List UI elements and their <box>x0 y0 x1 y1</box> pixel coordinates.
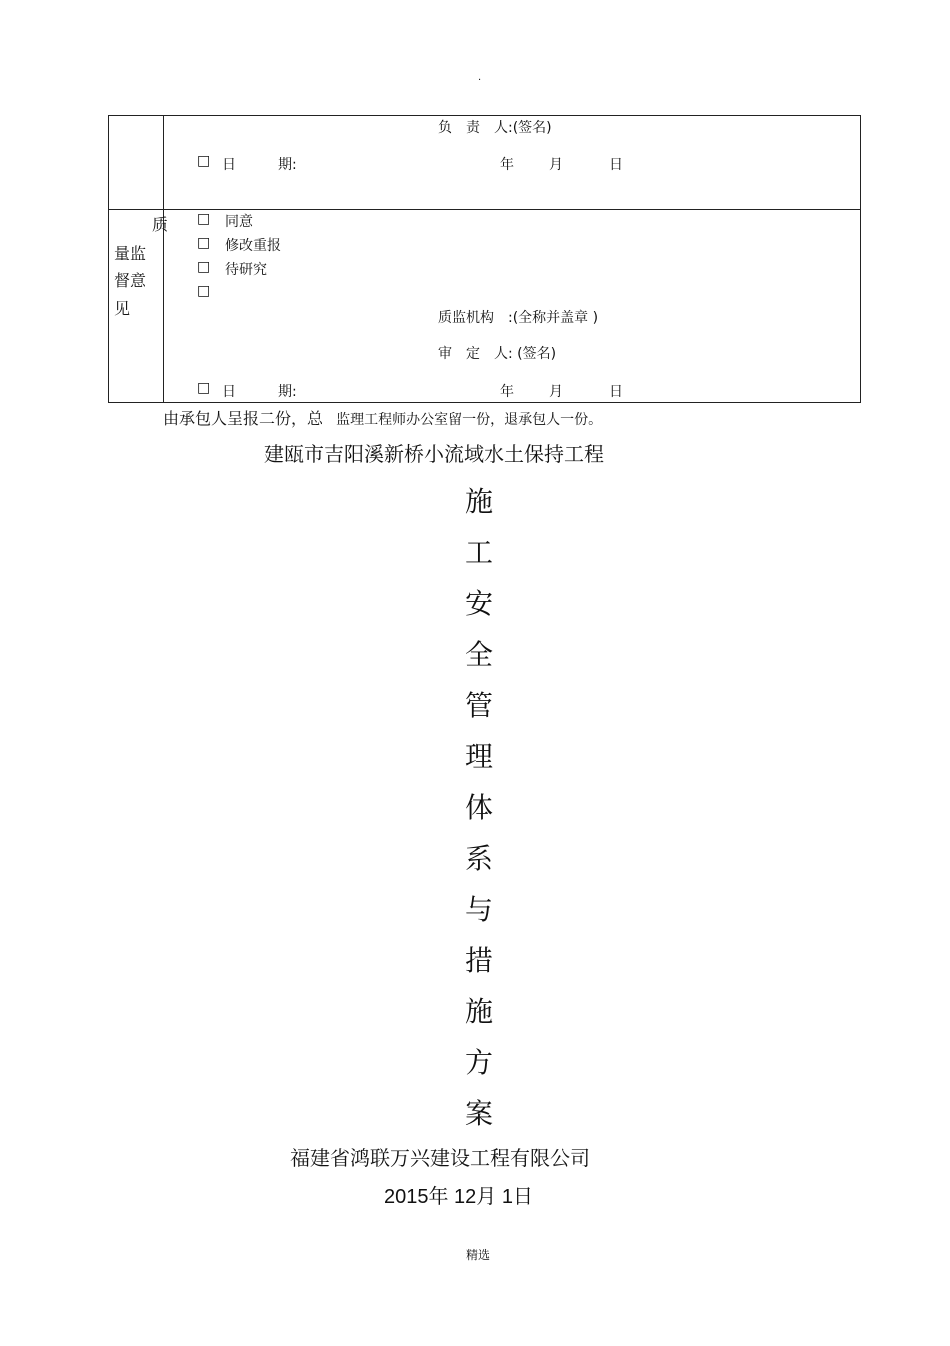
distribution-note-part2: 监理工程师办公室留一份，退承包人一份。 <box>336 412 603 428</box>
reviewer-label: 审 定 人: (签名) <box>438 346 557 362</box>
vertical-title-char: 体 <box>464 791 493 824</box>
review-year-label: 年 <box>500 384 514 400</box>
month-label: 月 <box>549 157 563 173</box>
review-date-checkbox: □ <box>197 380 211 396</box>
option-label-pending: 待研究 <box>225 262 267 278</box>
vertical-title-char: 理 <box>464 740 493 773</box>
side-label-line2: 量监 <box>114 244 147 263</box>
vertical-title-char: 工 <box>464 536 493 569</box>
option-checkbox-pending[interactable]: □ <box>197 259 211 275</box>
vertical-title-char: 管 <box>464 689 493 722</box>
vertical-title-char: 施 <box>464 995 493 1028</box>
vertical-title-char: 施 <box>464 485 493 518</box>
document-date: 2015年 12月 1日 <box>384 1186 533 1208</box>
company-name: 福建省鸿联万兴建设工程有限公司 <box>290 1146 590 1170</box>
project-title: 建瓯市吉阳溪新桥小流域水土保持工程 <box>264 442 604 466</box>
date-label: 日 期: <box>222 157 297 173</box>
side-label-line1: 质 <box>152 215 169 234</box>
option-label-revise: 修改重报 <box>225 238 281 254</box>
agency-label: 质监机构 :(全称并盖章 ) <box>438 310 599 326</box>
review-month-label: 月 <box>549 384 563 400</box>
distribution-note <box>163 406 602 429</box>
vertical-title-char: 与 <box>464 893 493 926</box>
side-label-line4: 见 <box>114 299 131 318</box>
option-checkbox-agree[interactable]: □ <box>197 211 211 227</box>
vertical-title-char: 措 <box>464 944 493 977</box>
vertical-title-char: 安 <box>464 587 493 620</box>
option-label-agree: 同意 <box>225 214 253 230</box>
year-label: 年 <box>500 157 514 173</box>
vertical-title-char: 全 <box>464 638 493 671</box>
review-date-label: 日 期: <box>222 384 297 400</box>
vertical-title-char: 案 <box>464 1097 493 1130</box>
option-checkbox-revise[interactable]: □ <box>197 235 211 251</box>
day-label: 日 <box>609 157 623 173</box>
header-dot: . <box>478 72 482 83</box>
distribution-note-part1: 由承包人呈报二份，总 <box>163 409 324 428</box>
vertical-title-char: 方 <box>464 1046 493 1079</box>
option-checkbox-blank[interactable]: □ <box>197 283 211 299</box>
date-checkbox: □ <box>197 153 211 169</box>
vertical-title-char: 系 <box>464 842 493 875</box>
responsible-label: 负 责 人:(签名) <box>438 120 552 136</box>
footer-label: 精选 <box>466 1248 491 1262</box>
side-label-line3: 督意 <box>114 271 147 290</box>
review-day-label: 日 <box>609 384 623 400</box>
